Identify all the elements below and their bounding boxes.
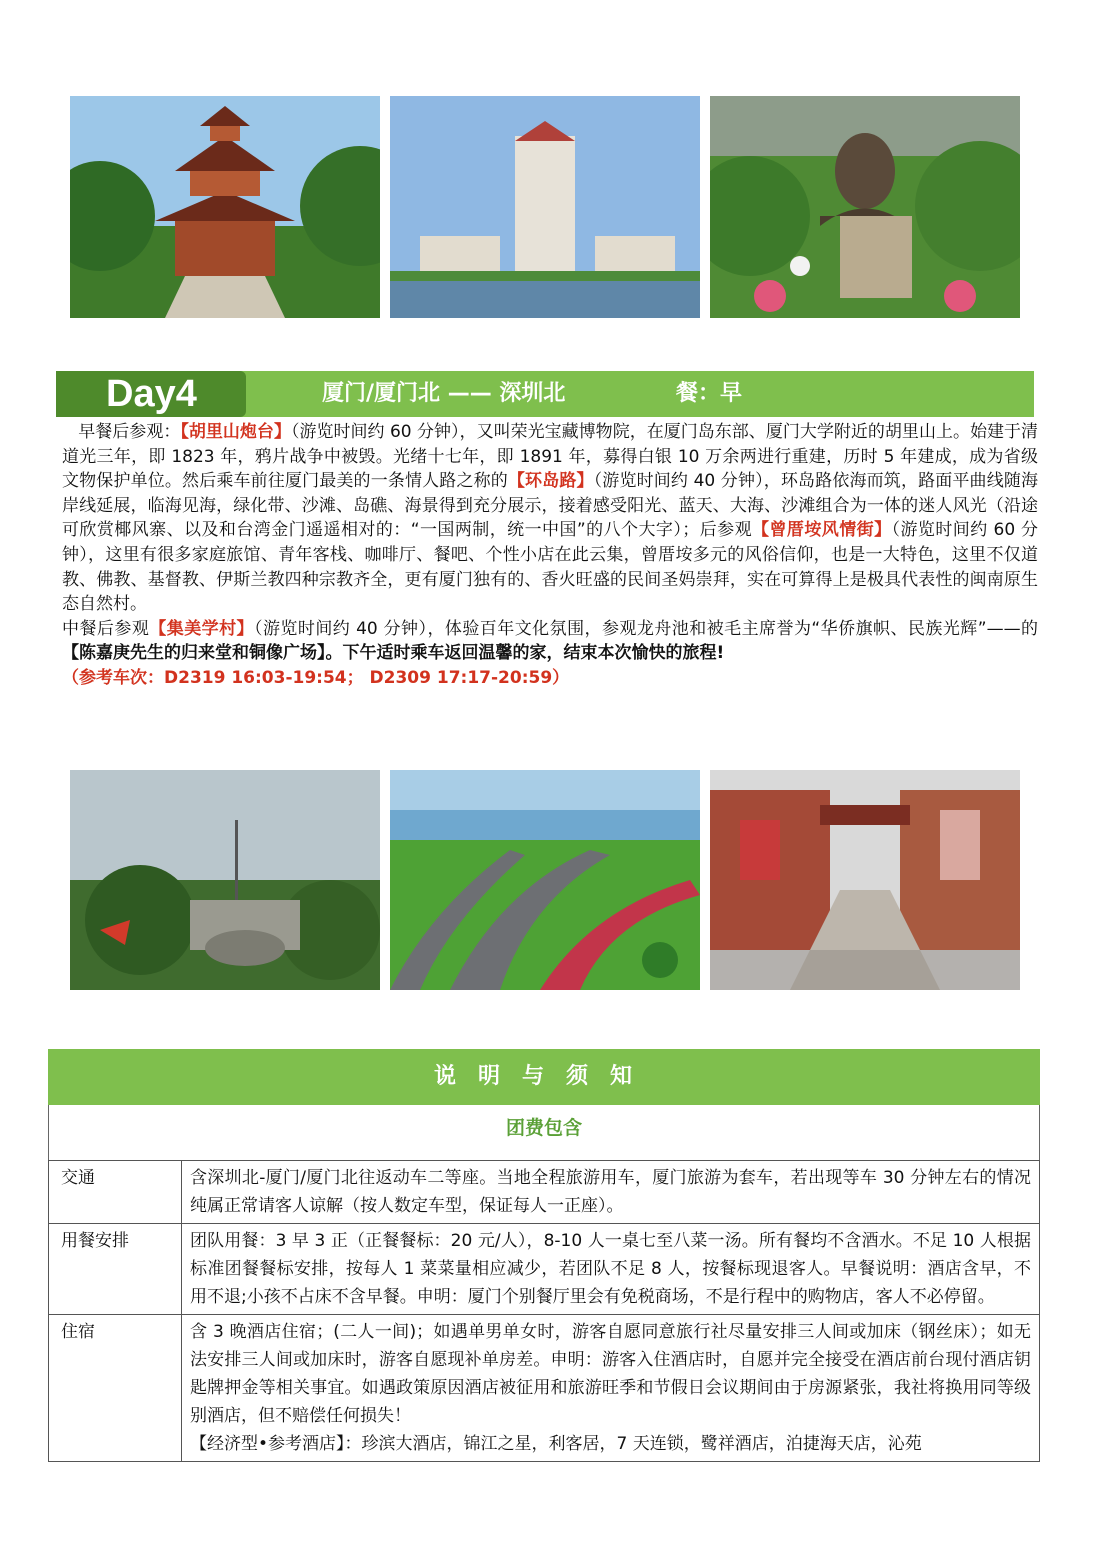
spot-zengcuoan: 【曾厝垵风情街】 — [752, 520, 892, 541]
photo-xiamen-university — [390, 96, 700, 318]
rules-table — [48, 1160, 1040, 1462]
row-key-lodging: 住宿 — [49, 1315, 182, 1462]
itinerary-text-run: （游览时间约 40 分钟），体验百年文化氛围，参观龙舟池和被毛主席誉为“华侨旗帜、民族光辉”——的 — [254, 618, 1039, 639]
day-label: Day4 — [106, 373, 197, 415]
fee-included-title: 团费包含 — [505, 1117, 582, 1139]
row-key-transport: 交通 — [49, 1161, 182, 1224]
day-header-bar — [56, 371, 1034, 417]
itinerary-text-run: （游览时间约 60 分钟），这里有很多家庭旅馆、青年客栈、咖啡厅、餐吧、个性小店在此云集，曾厝垵多元的风俗信仰，也是一大特色，这里不仅道教、佛教、基督教、伊斯兰教四种宗教齐全，更有厦门独有的、香火旺盛的民间圣妈崇拜，实在可算得上是极具代表性的闽南原生态自然村。 — [62, 520, 1038, 615]
top-photo-row — [70, 96, 1020, 318]
fee-included-box — [48, 1105, 1040, 1160]
row-value-transport: 含深圳北-厦门/厦门北往返动车二等座。当地全程旅游用车，厦门旅游为套车，若出现等车 30 分钟左右的情况纯属正常请客人谅解（按人数定车型，保证每人一正座）。 — [182, 1161, 1040, 1224]
lodging-text: 含 3 晚酒店住宿；(二人一间)；如遇单男单女时，游客自愿同意旅行社尽量安排三人间或加床（钢丝床）；如无法安排三人间或加床时，游客自愿现补单房差。申明：游客入住酒店时，自愿并完全接受在酒店前台现付酒店钥匙牌押金等相关事宜。如遇政策原因酒店被征用和旅游旺季和节假日会议期间由于房源紧张，我社将换用同等级别酒店，但不赔偿任何损失！ — [190, 1322, 1031, 1426]
train-reference: （参考车次：D2319 16:03-19:54； D2309 17:17-20:59） — [62, 667, 570, 688]
photo-huandao-road — [390, 770, 700, 990]
reference-hotels: 【经济型•参考酒店】：珍滨大酒店，锦江之星，利客居，7 天连锁，鹭祥酒店，泊捷海天店，沁苑 — [190, 1434, 922, 1454]
bottom-photo-row — [70, 770, 1020, 990]
table-row — [49, 1161, 1040, 1224]
photo-hulishan-pavilion — [70, 96, 380, 318]
itinerary-strong-text: 【陈嘉庚先生的归来堂和铜像广场】。下午适时乘车返回温馨的家，结束本次愉快的旅程! — [62, 643, 725, 664]
day-route: 厦门/厦门北 —— 深圳北 — [322, 381, 566, 406]
day-meal: 餐：早 — [676, 381, 743, 406]
photo-zengcuoan-street — [710, 770, 1020, 990]
itinerary-text-run: 中餐后参观 — [62, 618, 150, 639]
photo-hulishan-fort — [70, 770, 380, 990]
itinerary-text — [62, 420, 1038, 691]
itinerary-text-run: （游览时间约 40 分钟），环岛路依海而筑，路面平曲线随海岸线延展，临海见海，绿化带、沙滩、岛礁、海景得到充分展示，接着感受阳光、蓝天、大海、沙滩组合为一体的迷人风光（沿途可欣赏椰风寨、以及和台湾金门遥遥相对的：“一国两制，统一中国”的八个大字）；后参观 — [62, 471, 1038, 541]
notice-header: 说明与须知 — [48, 1049, 1040, 1105]
spot-jimei: 【集美学村】 — [149, 618, 255, 639]
photo-chen-jiageng-statue — [710, 96, 1020, 318]
spot-hulishan: 【胡里山炮台】 — [180, 422, 291, 442]
row-key-meals: 用餐安排 — [49, 1224, 182, 1315]
itinerary-text-run: （游览时间约 60 分钟），又叫荣光宝藏博物院，在厦门岛东部、厦门大学附近的胡里山上。始建于清道光三年，即 1823 年，鸦片战争中被毁。光绪十七年，即 1891 年，募得白银 10 万余两进行重建，历时 5 年建成，成为省级文物保护单位。然后乘车前往厦门最美的一条情人路之称的 — [62, 422, 1039, 492]
table-row — [49, 1224, 1040, 1315]
itinerary-text-run: 早餐后参观： — [78, 422, 181, 442]
row-value-lodging — [182, 1315, 1040, 1462]
spot-huandao-road: 【环岛路】 — [507, 471, 594, 492]
itinerary-paragraph-1 — [62, 420, 1038, 617]
table-row — [49, 1315, 1040, 1462]
day-tab — [56, 371, 246, 417]
itinerary-paragraph-2 — [62, 617, 1038, 666]
row-value-meals: 团队用餐：3 早 3 正（正餐餐标：20 元/人），8-10 人一桌七至八菜一汤。所有餐均不含酒水。不足 10 人根据标准团餐餐标安排，按每人 1 菜菜量相应减少，若团队不足 8 人，按餐标现退客人。早餐说明：酒店含早，不用不退;小孩不占床不含早餐。申明：厦门个别餐厅里会有免税商场，不是行程中的购物店，客人不必停留。 — [182, 1224, 1040, 1315]
